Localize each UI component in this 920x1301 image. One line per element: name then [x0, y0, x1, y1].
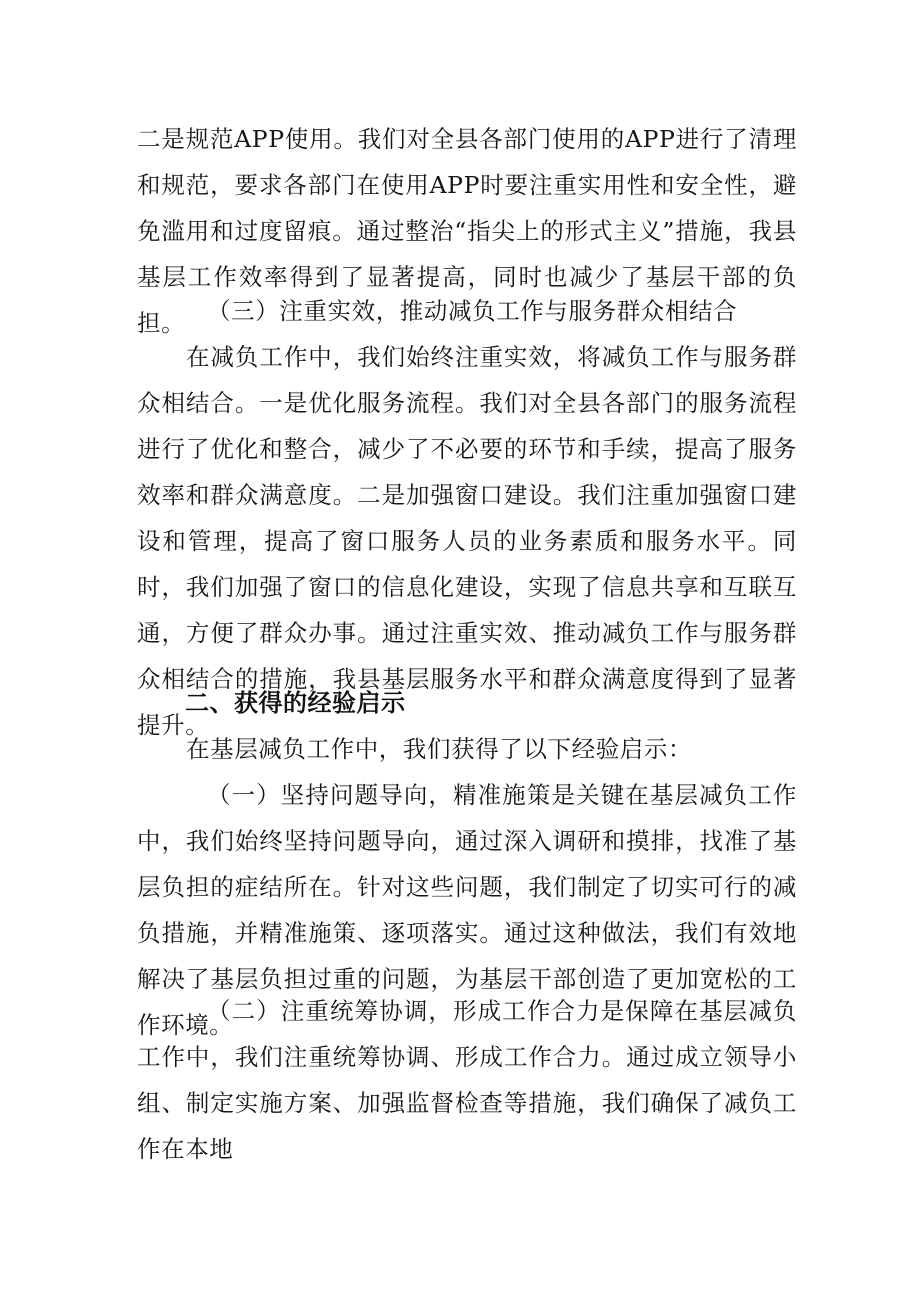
section-subheading-3: （三）注重实效，推动减负工作与服务群众相结合	[207, 297, 738, 325]
section-heading-experience: 二、获得的经验启示	[185, 689, 406, 717]
paragraph-coordination: （二）注重统筹协调，形成工作合力是保障在基层减负工作中，我们注重统筹协调、形成工作合力。通过成立领导小组、制定实施方案、加强监督检查等措施，我们确保了减负工作在本地	[137, 997, 797, 1163]
paragraph-experience-intro: 在基层减负工作中，我们获得了以下经验启示：	[186, 735, 693, 763]
paragraph-effectiveness: 在减负工作中，我们始终注重实效，将减负工作与服务群众相结合。一是优化服务流程。我们对全县各部门的服务流程进行了优化和整合，减少了不必要的环节和手续，提高了服务效率和群众满意度。二是加强窗口建设。我们注重加强窗口建设和管理，提高了窗口服务人员的业务素质和服务水平。同时，我们加强了窗口的信息化建设，实现了信息共享和互联互通，方便了群众办事。通过注重实效、推动减负工作与服务群众相结合的措施，我县基层服务水平和群众满意度得到了显著提升。	[137, 343, 797, 739]
paragraph-app-usage: 二是规范APP使用。我们对全县各部门使用的APP进行了清理和规范，要求各部门在使用APP时要注重实用性和安全性，避免滥用和过度留痕。通过整治“指尖上的形式主义”措施，我县基层工作效率得到了显著提高，同时也减少了基层干部的负担。	[137, 125, 797, 337]
paragraph-problem-oriented: （一）坚持问题导向，精准施策是关键在基层减负工作中，我们始终坚持问题导向，通过深入调研和摸排，找准了基层负担的症结所在。针对这些问题，我们制定了切实可行的减负措施，并精准施策、逐项落实。通过这种做法，我们有效地解决了基层负担过重的问题，为基层干部创造了更加宽松的工作环境。	[137, 781, 797, 1039]
